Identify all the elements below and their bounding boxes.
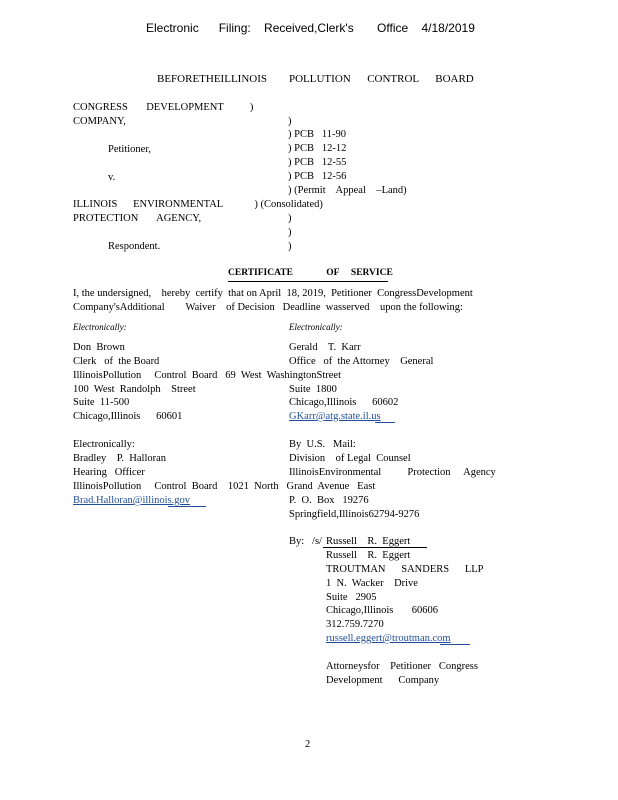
service-method-label: By U.S. Mail: bbox=[289, 439, 356, 450]
address-line: Suite 1800 bbox=[289, 384, 337, 395]
address-line: IllinoisPollution Control Board 69 West WashingtonStreet bbox=[73, 370, 342, 381]
service-method-label: Electronically: bbox=[73, 322, 127, 332]
link-underline bbox=[375, 422, 395, 423]
page-number: 2 bbox=[305, 739, 311, 750]
address-line: Gerald T. Karr bbox=[289, 342, 361, 353]
service-method-label: Electronically: bbox=[73, 439, 135, 450]
address-line: Chicago,Illinois 60601 bbox=[73, 411, 183, 422]
email-link[interactable]: Brad.Halloran@illinois.gov bbox=[73, 495, 190, 506]
title-underline bbox=[228, 281, 388, 282]
caption-respondent-role: Respondent. bbox=[108, 241, 161, 252]
address-line: Suite 11-500 bbox=[73, 397, 130, 408]
address-line: Hearing Officer bbox=[73, 467, 145, 478]
signatory-line: Suite 2905 bbox=[326, 592, 377, 603]
signatory-line: Chicago,Illinois 60606 bbox=[326, 605, 438, 616]
address-line: Don Brown bbox=[73, 342, 125, 353]
email-link[interactable]: GKarr@atg.state.il.us bbox=[289, 411, 381, 422]
closing-line: Attorneysfor Petitioner Congress bbox=[326, 661, 478, 672]
closing-line: Development Company bbox=[326, 675, 440, 686]
intro-line-1: I, the undersigned, hereby certify that on April 18, 2019, Petitioner CongressDevelopment bbox=[73, 288, 473, 299]
caption-versus: v. bbox=[108, 172, 116, 183]
address-line: Bradley P. Halloran bbox=[73, 453, 167, 464]
address-line: IllinoisPollution Control Board 1021 North Grand Avenue East bbox=[73, 481, 376, 492]
case-number: ) PCB 12-12 bbox=[288, 143, 347, 154]
caption-respondent-name-line2: PROTECTION AGENCY, bbox=[73, 213, 202, 224]
board-heading: BEFORETHEILLINOIS POLLUTION CONTROL BOARD bbox=[157, 73, 474, 85]
address-line: Office of the Attorney General bbox=[289, 356, 434, 367]
link-underline bbox=[168, 506, 206, 507]
signatory-phone: 312.759.7270 bbox=[326, 619, 384, 630]
link-underline bbox=[440, 644, 470, 645]
address-line: IllinoisEnvironmental Protection Agency bbox=[289, 467, 496, 478]
address-line: Springfield,Illinois62794-9276 bbox=[289, 509, 420, 520]
address-line: Clerk of the Board bbox=[73, 356, 160, 367]
case-number: ) PCB 11-90 bbox=[288, 129, 346, 140]
service-method-label: Electronically: bbox=[289, 322, 343, 332]
caption-bracket: ) bbox=[288, 116, 292, 127]
address-line: 100 West Randolph Street bbox=[73, 384, 196, 395]
caption-petitioner-name-line2: COMPANY, bbox=[73, 116, 126, 127]
address-line: Division of Legal Counsel bbox=[289, 453, 411, 464]
caption-petitioner-role: Petitioner, bbox=[108, 144, 152, 155]
email-link[interactable]: russell.eggert@troutman.com bbox=[326, 633, 451, 644]
filing-stamp: Electronic Filing: Received,Clerk's Office 4/18/2019 bbox=[146, 21, 475, 35]
case-number: ) PCB 12-56 bbox=[288, 171, 347, 182]
signature-by-label: By: /s/ bbox=[289, 536, 322, 547]
signatory-line: TROUTMAN SANDERS LLP bbox=[326, 564, 484, 575]
caption-bracket: ) bbox=[288, 227, 292, 238]
signatory-line: Russell R. Eggert bbox=[326, 550, 411, 561]
caption-respondent-name-line1: ILLINOIS ENVIRONMENTAL ) (Consolidated) bbox=[73, 199, 323, 210]
case-type: ) (Permit Appeal –Land) bbox=[288, 185, 407, 196]
certificate-title: CERTIFICATE OF SERVICE bbox=[228, 268, 393, 278]
caption-bracket: ) bbox=[288, 241, 292, 252]
intro-line-2: Company'sAdditional Waiver of Decision Deadline wasserved upon the following: bbox=[73, 302, 463, 313]
electronic-signature: Russell R. Eggert bbox=[326, 536, 411, 547]
signature-line bbox=[323, 547, 427, 548]
address-line: Chicago,Illinois 60602 bbox=[289, 397, 399, 408]
case-number: ) PCB 12-55 bbox=[288, 157, 347, 168]
signatory-line: 1 N. Wacker Drive bbox=[326, 578, 418, 589]
caption-bracket: ) bbox=[288, 213, 292, 224]
address-line: P. O. Box 19276 bbox=[289, 495, 369, 506]
caption-petitioner-name-line1: CONGRESS DEVELOPMENT ) bbox=[73, 102, 254, 113]
